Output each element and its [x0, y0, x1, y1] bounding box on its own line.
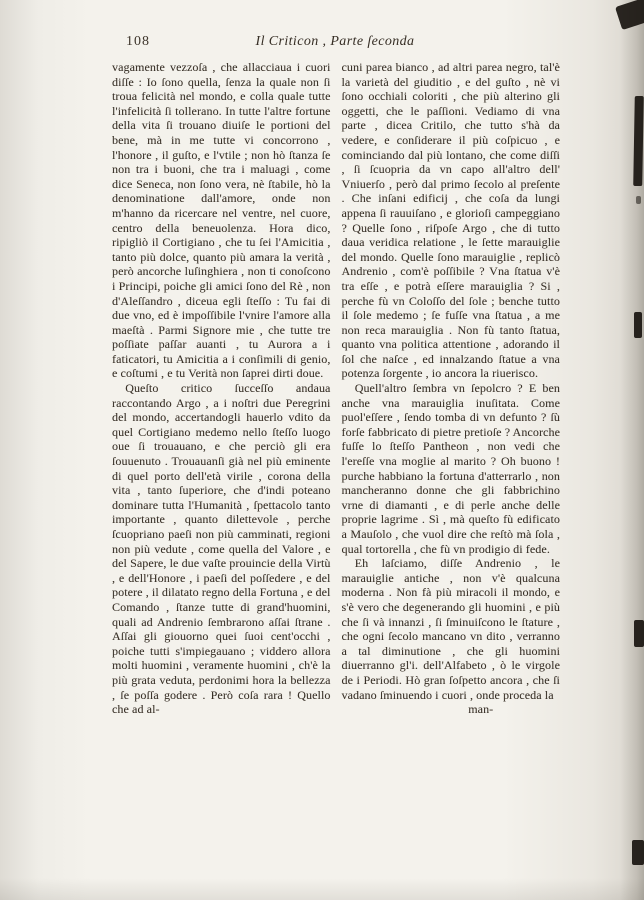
scan-artifact: [634, 620, 644, 647]
paragraph: Queſto critico ſucceſſo andaua raccontando Argo , a i noſtri due Peregrini del mondo, accertandogli hauerlo vdito da quel Cortigiano medemo nello ſteſſo luogo oue ſi trouauano, e che perciò gli era ſouuenuto . Trouauanſi già nel più eminente di quel porto dell'età virile , corona della vita , tanto ſuperiore, che d'indi poteano dominare tutta l'Humanità , ſpettacolo tanto importante , quanto dilettevole , perche ſcuopriano paeſi non più camminati, regioni non più vedute , come quella del Valore , e del Sapere, le due vaſte prouincie della Virtù , e dell'Honore , i paeſi del poſſedere , e del potere , il dilatato regno della Fortuna , e del Comando , ſtanze tutte di grand'huomini, quali ad Andrenio ſembrarono aſſai ſtrane . Aſſai gli giouorno quei ſuoi cent'occhi , poiche tutti s'impiegauano ; viddero allora molti huomini , veramente huomini , ch'è la più grata veduta, perdonimi hora la bellezza , ſe poſſa godere . Però coſa rara ! Quello che ad al-: [112, 381, 331, 717]
scan-artifact: [633, 96, 644, 186]
page-number: 108: [126, 34, 150, 49]
right-column: [342, 60, 561, 894]
scan-artifact: [636, 196, 641, 204]
scan-artifact: [634, 312, 642, 338]
page-header: [0, 0, 644, 58]
scan-artifact: [632, 840, 644, 865]
paragraph: vagamente vezzoſa , che allacciaua i cuori diſſe : Io ſono quella, ſenza la quale non ſi troua felicità nel mondo, e colla quale tutte l'infelicità ſi tollerano. In tutte l'altre fortune della vita ſi trouano diuiſe le portioni del bene, mà in me tutte vi concorrono , l'honore , il guſto, e l'vtile ; non hò ſtanza ſe non tra i buoni, che tra i maluagi , come dice Seneca, non ſono vera, nè ſtabile, hò la denominatione dall'amore, onde non m'hanno da ricercare nel ventre, nel cuore, centro della beneuolenza. Hora dico, ripigliò il Cortigiano , che tu ſei l'Amicitia , tanto più dolce, quanto più amara la verità , però ancorche luſinghiera , non ti conoſcono i Principi, poiche gli amici ſono del Rè , non d'Aleſſandro , diceua egli ſteſſo : Tu fai di due vno, ed è impoſſibile l'vnire l'amore alla maeſtà . Parmi Signore mie , che tutte tre poſſiate paſſar auanti , tu Aurora a i faticatori, tu Amicitia a i conſimili di genio, e coſtumi , e tu Verità non ſaprei dirti doue.: [112, 60, 331, 381]
paragraph: Quell'altro ſembra vn ſepolcro ? E ben anche vna marauiglia inuſitata. Come puol'eſſere , ſendo tomba di vn defunto ? ſù forſe fabbricato di pietre pretioſe ? Ancorche fuſſe lo ſteſſo Pantheon , non vedi che l'ereſſe vna moglie al marito ? Oh buono ! purche habbiano la fortuna d'atterrarlo , non mancheranno donne che gli fabbrichino vrne di diamanti , e di perle anche delle proprie lagrime . Sì , mà queſto fù edificato a Mauſolo , che vuol dire che reſtò mà ſola , qual tortorella , che fù vn prodigio di fede.: [341, 381, 560, 556]
running-title: Il Criticon , Parte ſeconda: [255, 34, 415, 49]
left-column: [112, 60, 331, 894]
text-columns: [0, 58, 644, 894]
paragraph: cuni parea bianco , ad altri parea negro, tal'è la varietà del giuditio , e del guſto , nè vi ſono occhiali coloriti , che più alterino gli oggetti, che le paſſioni. Vediamo di vna parte , dicea Critilo, che tutto s'hà da vedere, e conſiderare il più coſpicuo , e cominciando dal più lontano, che come diſſi , ſi ſcuopria da vn capo all'altro dell' Vniuerſo , però dal primo ſecolo al preſente . Che inſani edificij , che coſa da lungi appena ſi rauuiſano , e glorioſi campeggiano ? Quelle ſono , riſpoſe Argo , che di tutto daua veridica relatione , le ſette marauiglie del mondo. Quelle ſono marauiglie , replicò Andrenio , com'è poſſibile ? Vna ſtatua v'è tra eſſe , e potrà eſſere marauiglia ? Si , perche fù vn Coloſſo del ſole ; benche tutto il ſole medemo ; ſe fuſſe vna ſtatua , a me non reca marauiglia . Non fù tanto ſtatua, quanto vna politica attentione , adorando il ſol che naſce , ed innalzando ſtatue a vna potenza ſorgente , io ancora la riuerisco.: [341, 60, 560, 381]
catchword: man-: [468, 702, 494, 717]
paragraph: Eh laſciamo, diſſe Andrenio , le marauiglie antiche , non v'è qualcuna moderna . Non fà più miracoli il mondo, e s'è vero che degenerando gli huomini , e più che ſi và innanzi , ſi ſminuiſcono le ſtature , che ogni ſecolo mancano vn dito , verranno a tal diminutione , che gli huomini diuerranno gl'i. dell'Alfabeto , ò le virgole de i Periodi. Hò gran ſoſpetto ancora , che ſi vadano ſminuendo i cuori , onde proceda la: [341, 556, 560, 702]
